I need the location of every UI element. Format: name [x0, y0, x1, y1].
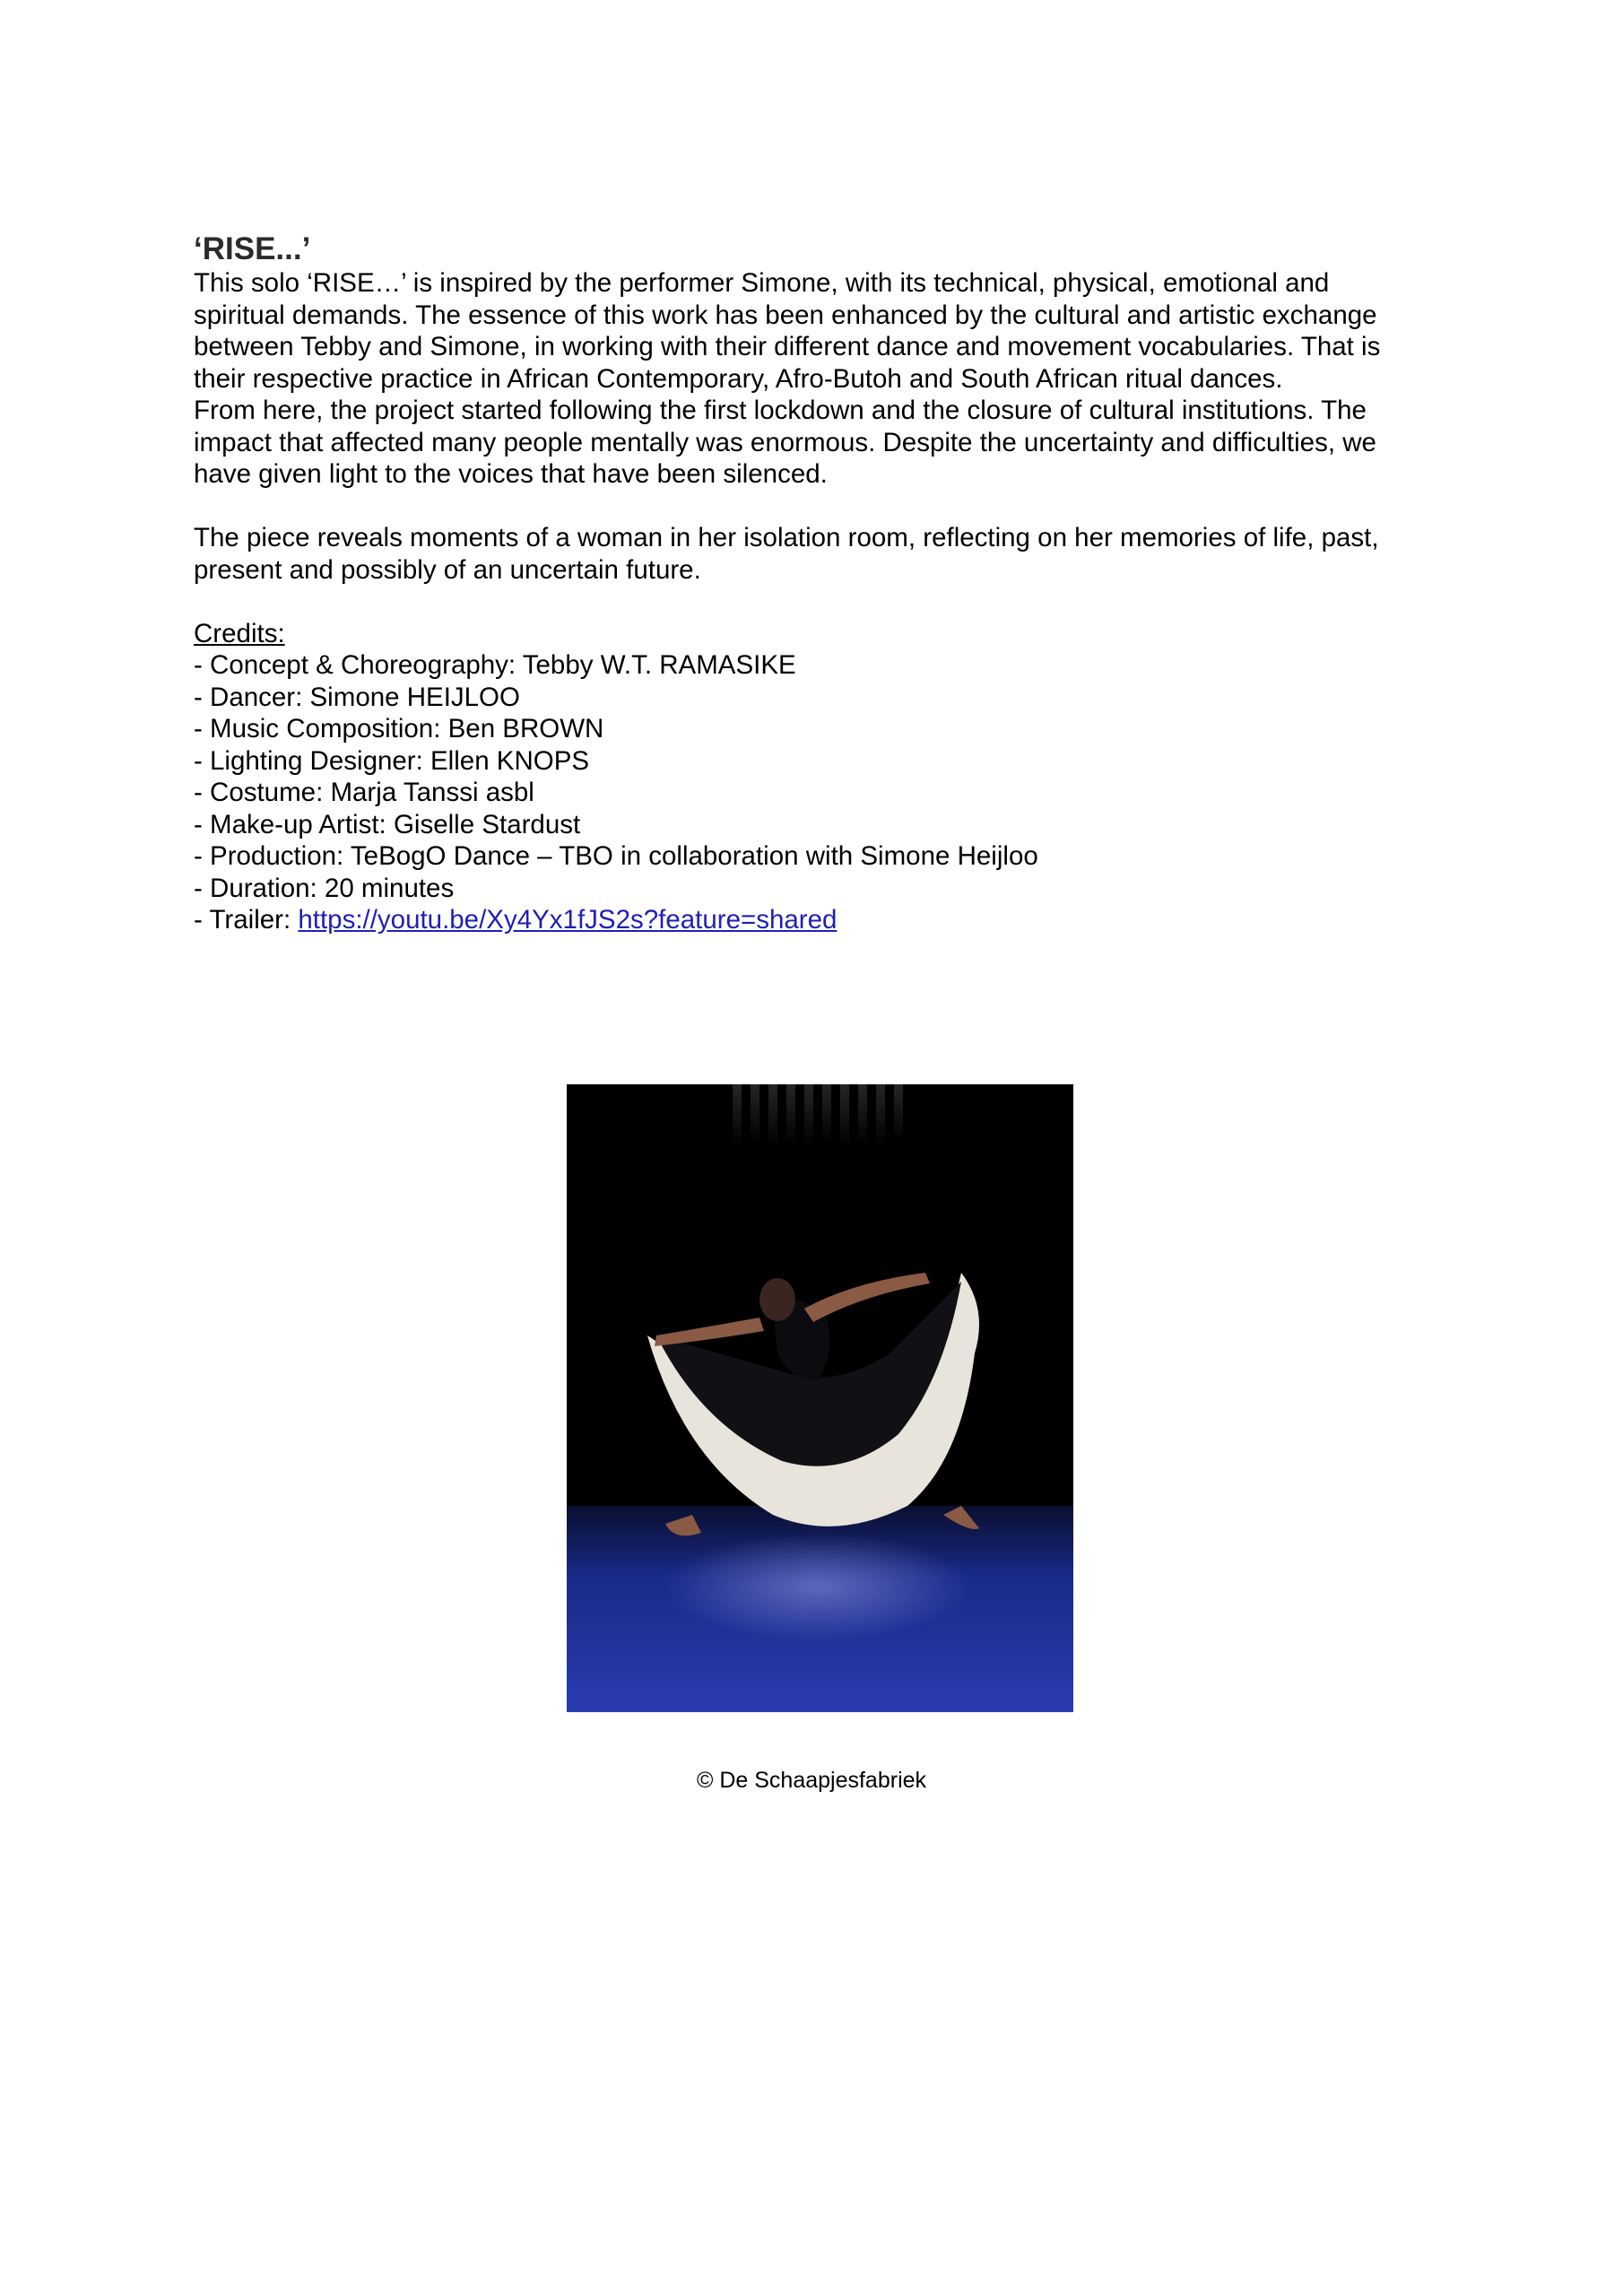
credit-item: - Dancer: Simone HEIJLOO [194, 682, 520, 712]
credits-heading: Credits: [194, 618, 285, 648]
credit-item: - Costume: Marja Tanssi asbl [194, 778, 534, 807]
photo-caption: © De Schaapjesfabriek [696, 1768, 927, 1793]
paragraph-line: present and possibly of an uncertain future. [194, 554, 701, 585]
description-paragraph [194, 522, 1449, 586]
credits-section [194, 618, 1449, 936]
credit-item: - Production: TeBogO Dance – TBO in collaboration with Simone Heijloo [194, 841, 1038, 871]
credit-item: - Music Composition: Ben BROWN [194, 714, 604, 744]
paragraph-line: From here, the project started following the first lockdown and the closure of cultural institutions. The [194, 396, 1367, 425]
document-title: ‘RISE...’ [194, 231, 311, 266]
trailer-link[interactable]: https://youtu.be/Xy4Yx1fJS2s?feature=shared [298, 905, 838, 935]
paragraph-line: impact that affected many people mentally was enormous. Despite the uncertainty and difficulties, we [194, 427, 1376, 457]
paragraph-line: between Tebby and Simone, in working with their different dance and movement vocabularies. That is [194, 332, 1381, 361]
intro-paragraph [194, 267, 1449, 491]
paragraph-line: their respective practice in African Contemporary, Afro-Butoh and South African ritual dances. [194, 363, 1283, 394]
credit-item: - Make-up Artist: Giselle Stardust [194, 809, 581, 839]
credit-item: - Lighting Designer: Ellen KNOPS [194, 745, 590, 776]
trailer-label: - Trailer: [194, 905, 299, 935]
credit-item-trailer [194, 904, 1449, 936]
paragraph-line: spiritual demands. The essence of this work has been enhanced by the cultural and artistic exchange [194, 300, 1377, 330]
paragraph-line: This solo ‘RISE…’ is inspired by the performer Simone, with its technical, physical, emotional and [194, 268, 1330, 298]
credit-item: - Concept & Choreography: Tebby W.T. RAMASIKE [194, 650, 796, 680]
dancer-photo [567, 1084, 1073, 1712]
document-body [194, 231, 1449, 936]
paragraph-line: have given light to the voices that have been silenced. [194, 459, 828, 489]
paragraph-line: The piece reveals moments of a woman in her isolation room, reflecting on her memories of life, past, [194, 523, 1379, 552]
credit-item: - Duration: 20 minutes [194, 873, 455, 903]
